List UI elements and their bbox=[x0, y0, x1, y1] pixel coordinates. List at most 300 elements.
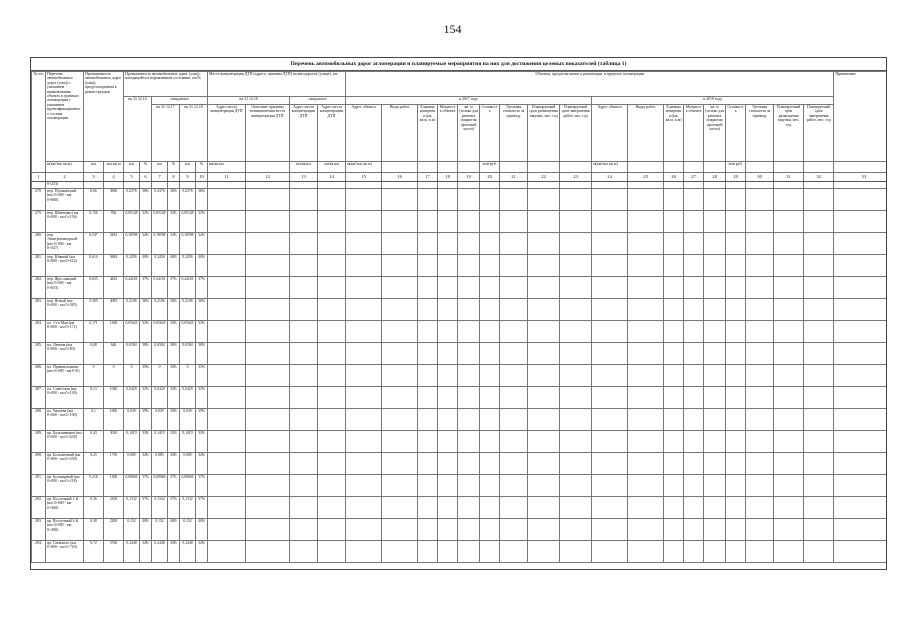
empty-cell bbox=[346, 409, 382, 431]
empty-cell bbox=[664, 497, 684, 519]
value-cell: 36% bbox=[140, 299, 152, 321]
header-row-top bbox=[32, 72, 888, 97]
continued-cell bbox=[346, 182, 382, 189]
empty-cell bbox=[746, 211, 774, 233]
empty-cell bbox=[804, 541, 834, 563]
empty-cell bbox=[684, 189, 704, 211]
value-cell: 0,0304 bbox=[180, 343, 196, 365]
value-cell: 33% bbox=[140, 321, 152, 343]
empty-cell bbox=[290, 255, 318, 277]
value-cell: 0,152 bbox=[152, 519, 168, 541]
column-number: 25 bbox=[628, 173, 664, 182]
empty-cell bbox=[628, 475, 664, 497]
empty-cell bbox=[208, 189, 246, 211]
empty-cell bbox=[804, 189, 834, 211]
value-cell: 0,585 bbox=[84, 299, 104, 321]
empty-cell bbox=[746, 453, 774, 475]
value-cell: 0,1332 bbox=[124, 497, 140, 519]
empty-cell bbox=[290, 299, 318, 321]
row-number: 282. bbox=[32, 277, 46, 299]
empty-cell bbox=[528, 431, 560, 453]
empty-cell bbox=[318, 343, 346, 365]
empty-cell bbox=[346, 431, 382, 453]
value-cell: 33% bbox=[196, 321, 208, 343]
empty-cell bbox=[438, 541, 458, 563]
value-cell: 0,547 bbox=[84, 233, 104, 255]
empty-cell bbox=[704, 541, 726, 563]
empty-cell bbox=[684, 519, 704, 541]
value-cell: 33% bbox=[196, 431, 208, 453]
empty-cell bbox=[500, 343, 528, 365]
empty-cell bbox=[560, 321, 592, 343]
empty-cell bbox=[318, 387, 346, 409]
unit-c28 bbox=[704, 162, 726, 173]
empty-cell bbox=[592, 409, 628, 431]
empty-cell bbox=[528, 409, 560, 431]
empty-cell bbox=[664, 233, 684, 255]
empty-cell bbox=[458, 299, 480, 321]
unit-c20: млн руб. bbox=[480, 162, 500, 173]
value-cell: 0,13 bbox=[84, 387, 104, 409]
value-cell: 0,2456 bbox=[124, 255, 140, 277]
road-name-cell: пр. Восточный 1-й (км 0+000 - км 0+360) bbox=[46, 497, 84, 519]
empty-cell bbox=[774, 519, 804, 541]
value-cell: 0,039 bbox=[180, 409, 196, 431]
empty-cell bbox=[704, 519, 726, 541]
road-name-cell: пер. Пушкинский (км 0+000 - км 0+660) bbox=[46, 189, 84, 211]
value-cell: 0,0304 bbox=[152, 343, 168, 365]
empty-cell bbox=[208, 519, 246, 541]
empty-cell bbox=[774, 497, 804, 519]
empty-cell bbox=[382, 387, 418, 409]
value-cell: 35% bbox=[168, 365, 180, 387]
empty-cell bbox=[438, 387, 458, 409]
continued-cell: 0+253) bbox=[46, 182, 84, 189]
empty-cell bbox=[318, 321, 346, 343]
empty-cell bbox=[458, 277, 480, 299]
unit-c10: % bbox=[196, 162, 208, 173]
empty-cell bbox=[458, 321, 480, 343]
value-cell: 40% bbox=[168, 519, 180, 541]
column-number: 14 bbox=[318, 173, 346, 182]
empty-cell bbox=[664, 475, 684, 497]
table-row bbox=[32, 233, 888, 255]
empty-cell bbox=[458, 211, 480, 233]
empty-cell bbox=[290, 497, 318, 519]
empty-cell bbox=[726, 409, 746, 431]
column-number: 23 bbox=[560, 173, 592, 182]
value-cell: 0,1419 bbox=[152, 431, 168, 453]
work-type-2017: Виды работ bbox=[382, 105, 418, 162]
empty-cell bbox=[628, 497, 664, 519]
empty-cell bbox=[704, 475, 726, 497]
empty-cell bbox=[726, 211, 746, 233]
empty-cell bbox=[704, 321, 726, 343]
unit-c15: м(км/тыс кв.м) bbox=[346, 162, 382, 173]
empty-cell bbox=[208, 497, 246, 519]
continued-cell bbox=[84, 182, 104, 189]
empty-cell bbox=[834, 299, 887, 321]
expected-header: ожидаемое bbox=[152, 97, 208, 105]
empty-cell bbox=[704, 299, 726, 321]
value-cell: 0,08066 bbox=[180, 475, 196, 497]
value-cell: 0,18598 bbox=[180, 233, 196, 255]
value-cell: 33% bbox=[168, 431, 180, 453]
empty-cell bbox=[628, 299, 664, 321]
road-name-header: Перечень автомобильных дорог (улиц) с указанием наименования объекта в границах агломерации с указанием идентификационного состава агломерации bbox=[46, 72, 84, 162]
empty-cell bbox=[382, 475, 418, 497]
value-cell: 37% bbox=[168, 277, 180, 299]
value-cell: 0,38 bbox=[84, 519, 104, 541]
empty-cell bbox=[560, 211, 592, 233]
empty-cell bbox=[458, 519, 480, 541]
value-cell: 34% bbox=[196, 453, 208, 475]
empty-cell bbox=[382, 255, 418, 277]
empty-cell bbox=[834, 189, 887, 211]
empty-cell bbox=[318, 497, 346, 519]
empty-cell bbox=[458, 365, 480, 387]
empty-cell bbox=[834, 343, 887, 365]
empty-cell bbox=[246, 343, 290, 365]
empty-cell bbox=[592, 453, 628, 475]
empty-cell bbox=[704, 211, 726, 233]
empty-cell bbox=[774, 387, 804, 409]
length-normative-header: Протяженность автомобильных дорог (улиц), находящейся в нормативном состоянии, км/% bbox=[124, 72, 208, 97]
column-number: 7 bbox=[152, 173, 168, 182]
obj-address-2018: Адрес объекта bbox=[592, 105, 628, 162]
empty-cell bbox=[418, 387, 438, 409]
empty-cell bbox=[318, 409, 346, 431]
empty-cell bbox=[774, 321, 804, 343]
empty-cell bbox=[746, 519, 774, 541]
empty-cell bbox=[774, 277, 804, 299]
empty-cell bbox=[500, 387, 528, 409]
document-table-frame bbox=[30, 57, 887, 570]
row-number: 290. bbox=[32, 453, 46, 475]
empty-cell bbox=[560, 387, 592, 409]
continued-cell bbox=[140, 182, 152, 189]
area-2018: кв. м (только для ремонта покрытия проезжей части) bbox=[704, 105, 726, 162]
unit-road: м(км/тыс кв.м) bbox=[46, 162, 84, 173]
continued-row bbox=[32, 182, 888, 189]
column-number: 13 bbox=[290, 173, 318, 182]
plan-contract-2017: Планируемый срок размещения закупки, мес. год bbox=[528, 105, 560, 162]
empty-cell bbox=[438, 189, 458, 211]
objects-planned-header: Объекты, предполагаемые к реализации, в пределах агломерации bbox=[346, 72, 834, 97]
value-cell: 0,2376 bbox=[180, 189, 196, 211]
empty-cell bbox=[726, 277, 746, 299]
empty-cell bbox=[246, 453, 290, 475]
empty-cell bbox=[480, 211, 500, 233]
empty-cell bbox=[726, 189, 746, 211]
value-cell: 1040 bbox=[104, 387, 124, 409]
column-number: 4 bbox=[104, 173, 124, 182]
empty-cell bbox=[726, 255, 746, 277]
value-cell: 0,24161 bbox=[180, 277, 196, 299]
empty-cell bbox=[664, 387, 684, 409]
continued-cell bbox=[152, 182, 168, 189]
value-cell: 33% bbox=[168, 387, 180, 409]
table-row bbox=[32, 475, 888, 497]
value-cell: 0,2376 bbox=[124, 189, 140, 211]
empty-cell bbox=[458, 453, 480, 475]
empty-cell bbox=[628, 431, 664, 453]
unit-c31 bbox=[774, 162, 804, 173]
column-number: 19 bbox=[458, 173, 480, 182]
empty-cell bbox=[290, 189, 318, 211]
row-number: 278. bbox=[32, 189, 46, 211]
empty-cell bbox=[592, 321, 628, 343]
empty-cell bbox=[592, 343, 628, 365]
unit-c7: км bbox=[152, 162, 168, 173]
empty-cell bbox=[318, 189, 346, 211]
empty-cell bbox=[208, 211, 246, 233]
unit-c30 bbox=[746, 162, 774, 173]
empty-cell bbox=[318, 475, 346, 497]
value-cell: 39% bbox=[168, 409, 180, 431]
value-cell: 37% bbox=[196, 277, 208, 299]
column-number: 15 bbox=[346, 173, 382, 182]
empty-cell bbox=[560, 365, 592, 387]
empty-cell bbox=[592, 387, 628, 409]
value-cell: 0,0429 bbox=[180, 387, 196, 409]
unit-c11: км/кв.км bbox=[208, 162, 246, 173]
table-row bbox=[32, 453, 888, 475]
row-number: 285. bbox=[32, 343, 46, 365]
empty-cell bbox=[528, 343, 560, 365]
row-number: 286. bbox=[32, 365, 46, 387]
empty-cell bbox=[528, 475, 560, 497]
empty-cell bbox=[726, 321, 746, 343]
empty-cell bbox=[290, 475, 318, 497]
empty-cell bbox=[346, 211, 382, 233]
empty-cell bbox=[628, 255, 664, 277]
value-cell: 39% bbox=[140, 409, 152, 431]
value-cell: 0,1 bbox=[84, 409, 104, 431]
empty-cell bbox=[684, 541, 704, 563]
empty-cell bbox=[346, 299, 382, 321]
empty-cell bbox=[318, 365, 346, 387]
value-cell: 0,614 bbox=[84, 255, 104, 277]
value-cell: 0,08 bbox=[84, 343, 104, 365]
header-row-fields bbox=[32, 105, 888, 162]
empty-cell bbox=[704, 387, 726, 409]
continued-cell bbox=[774, 182, 804, 189]
value-cell: 36% bbox=[140, 189, 152, 211]
value-cell: 0,2106 bbox=[152, 299, 168, 321]
unit-cost-2018: Удельная стоимость за единицу bbox=[746, 105, 774, 162]
empty-cell bbox=[418, 365, 438, 387]
value-cell: 0,72 bbox=[84, 541, 104, 563]
empty-cell bbox=[704, 189, 726, 211]
empty-cell bbox=[834, 211, 887, 233]
empty-cell bbox=[290, 519, 318, 541]
empty-cell bbox=[628, 211, 664, 233]
empty-cell bbox=[438, 321, 458, 343]
empty-cell bbox=[458, 475, 480, 497]
value-cell: 0,36 bbox=[84, 497, 104, 519]
empty-cell bbox=[560, 475, 592, 497]
continued-cell bbox=[746, 182, 774, 189]
value-cell: 0,05148 bbox=[180, 211, 196, 233]
empty-cell bbox=[318, 453, 346, 475]
value-cell: 3010 bbox=[104, 431, 124, 453]
empty-cell bbox=[592, 189, 628, 211]
col-num-header: № п/п bbox=[32, 72, 46, 173]
empty-cell bbox=[804, 343, 834, 365]
empty-cell bbox=[500, 277, 528, 299]
road-name-cell: пр. Восточный 2-й (км 0+000 - км 0+380) bbox=[46, 519, 84, 541]
table-row bbox=[32, 541, 888, 563]
empty-cell bbox=[418, 343, 438, 365]
unit-c12 bbox=[246, 162, 290, 173]
empty-cell bbox=[346, 343, 382, 365]
value-cell: 3684 bbox=[104, 255, 124, 277]
unit-c33 bbox=[834, 162, 887, 173]
empty-cell bbox=[560, 541, 592, 563]
value-cell: 0 bbox=[180, 365, 196, 387]
empty-cell bbox=[346, 255, 382, 277]
empty-cell bbox=[664, 365, 684, 387]
empty-cell bbox=[774, 343, 804, 365]
empty-cell bbox=[592, 431, 628, 453]
continued-cell bbox=[104, 182, 124, 189]
value-cell: 40% bbox=[196, 519, 208, 541]
empty-cell bbox=[746, 387, 774, 409]
empty-cell bbox=[592, 519, 628, 541]
value-cell: 36% bbox=[196, 189, 208, 211]
continued-cell bbox=[560, 182, 592, 189]
empty-cell bbox=[704, 277, 726, 299]
empty-cell bbox=[246, 409, 290, 431]
table-row bbox=[32, 277, 888, 299]
row-number: 280. bbox=[32, 233, 46, 255]
empty-cell bbox=[208, 475, 246, 497]
dtp-address-header: Адрес места концентрации ДТП bbox=[208, 105, 246, 162]
empty-cell bbox=[528, 189, 560, 211]
header-row-units bbox=[32, 162, 888, 173]
table-title: Перечень автомобильных дорог агломерации и планируемые мероприятия на них для достижения целевых показателей (таблица 1) bbox=[31, 58, 886, 71]
road-name-cell: пер. Шевченко (км 0+000 - км 0+156) bbox=[46, 211, 84, 233]
empty-cell bbox=[382, 321, 418, 343]
unit-c6: % bbox=[140, 162, 152, 173]
empty-cell bbox=[726, 497, 746, 519]
value-cell: 37% bbox=[140, 497, 152, 519]
value-cell: 33% bbox=[140, 211, 152, 233]
empty-cell bbox=[480, 387, 500, 409]
empty-cell bbox=[290, 453, 318, 475]
empty-cell bbox=[664, 189, 684, 211]
unit-c21 bbox=[500, 162, 528, 173]
empty-cell bbox=[684, 475, 704, 497]
empty-cell bbox=[246, 277, 290, 299]
empty-cell bbox=[438, 211, 458, 233]
column-number: 5 bbox=[124, 173, 140, 182]
empty-cell bbox=[382, 453, 418, 475]
empty-cell bbox=[458, 255, 480, 277]
empty-cell bbox=[458, 409, 480, 431]
value-cell: 40% bbox=[140, 519, 152, 541]
empty-cell bbox=[438, 409, 458, 431]
empty-cell bbox=[500, 431, 528, 453]
column-number: 2 bbox=[46, 173, 84, 182]
empty-cell bbox=[500, 453, 528, 475]
empty-cell bbox=[318, 255, 346, 277]
table-row bbox=[32, 409, 888, 431]
empty-cell bbox=[592, 299, 628, 321]
empty-cell bbox=[418, 189, 438, 211]
empty-cell bbox=[560, 431, 592, 453]
value-cell: 0,039 bbox=[124, 409, 140, 431]
empty-cell bbox=[804, 211, 834, 233]
value-cell: 0,24161 bbox=[124, 277, 140, 299]
empty-cell bbox=[528, 277, 560, 299]
empty-cell bbox=[628, 321, 664, 343]
empty-cell bbox=[746, 343, 774, 365]
empty-cell bbox=[290, 541, 318, 563]
value-cell: 936 bbox=[104, 211, 124, 233]
row-number: 292. bbox=[32, 497, 46, 519]
column-number: 22 bbox=[528, 173, 560, 182]
continued-cell bbox=[246, 182, 290, 189]
empty-cell bbox=[664, 299, 684, 321]
column-number: 32 bbox=[804, 173, 834, 182]
empty-cell bbox=[560, 453, 592, 475]
value-cell: 0,085 bbox=[124, 453, 140, 475]
page-number: 154 bbox=[443, 22, 462, 36]
empty-cell bbox=[560, 497, 592, 519]
table-row bbox=[32, 343, 888, 365]
value-cell: 37% bbox=[168, 497, 180, 519]
column-number: 17 bbox=[418, 173, 438, 182]
value-cell: 0,2448 bbox=[152, 541, 168, 563]
dtp-reasons-header: Описание причины возникновения места концентрации ДТП bbox=[246, 105, 290, 162]
value-cell: 1750 bbox=[104, 453, 124, 475]
value-cell: 5760 bbox=[104, 541, 124, 563]
empty-cell bbox=[834, 519, 887, 541]
value-cell: 33% bbox=[196, 211, 208, 233]
value-cell: 35% bbox=[140, 365, 152, 387]
empty-cell bbox=[382, 431, 418, 453]
empty-cell bbox=[318, 299, 346, 321]
empty-cell bbox=[418, 497, 438, 519]
empty-cell bbox=[726, 431, 746, 453]
road-name-cell: пер. Ярославский (км 0+000 - км 0+653) bbox=[46, 277, 84, 299]
value-cell: 3282 bbox=[104, 233, 124, 255]
empty-cell bbox=[318, 541, 346, 563]
empty-cell bbox=[458, 431, 480, 453]
empty-cell bbox=[458, 233, 480, 255]
column-number: 28 bbox=[704, 173, 726, 182]
road-name-cell: пр. Гаевского (км 0+000 - км 0+720) bbox=[46, 541, 84, 563]
empty-cell bbox=[628, 365, 664, 387]
continued-cell bbox=[196, 182, 208, 189]
unit-c17 bbox=[418, 162, 438, 173]
empty-cell bbox=[746, 189, 774, 211]
unit-2018: Единица измерения (км, кв.м, п.м) bbox=[664, 105, 684, 162]
empty-cell bbox=[208, 343, 246, 365]
value-cell: 38% bbox=[168, 343, 180, 365]
empty-cell bbox=[834, 255, 887, 277]
continued-cell bbox=[834, 182, 887, 189]
plan-contract-2018: Планируемый срок размещения закупки, мес. год bbox=[774, 105, 804, 162]
empty-cell bbox=[382, 519, 418, 541]
empty-cell bbox=[346, 519, 382, 541]
empty-cell bbox=[592, 211, 628, 233]
unit-c29: млн руб. bbox=[726, 162, 746, 173]
empty-cell bbox=[664, 453, 684, 475]
continued-cell bbox=[124, 182, 140, 189]
